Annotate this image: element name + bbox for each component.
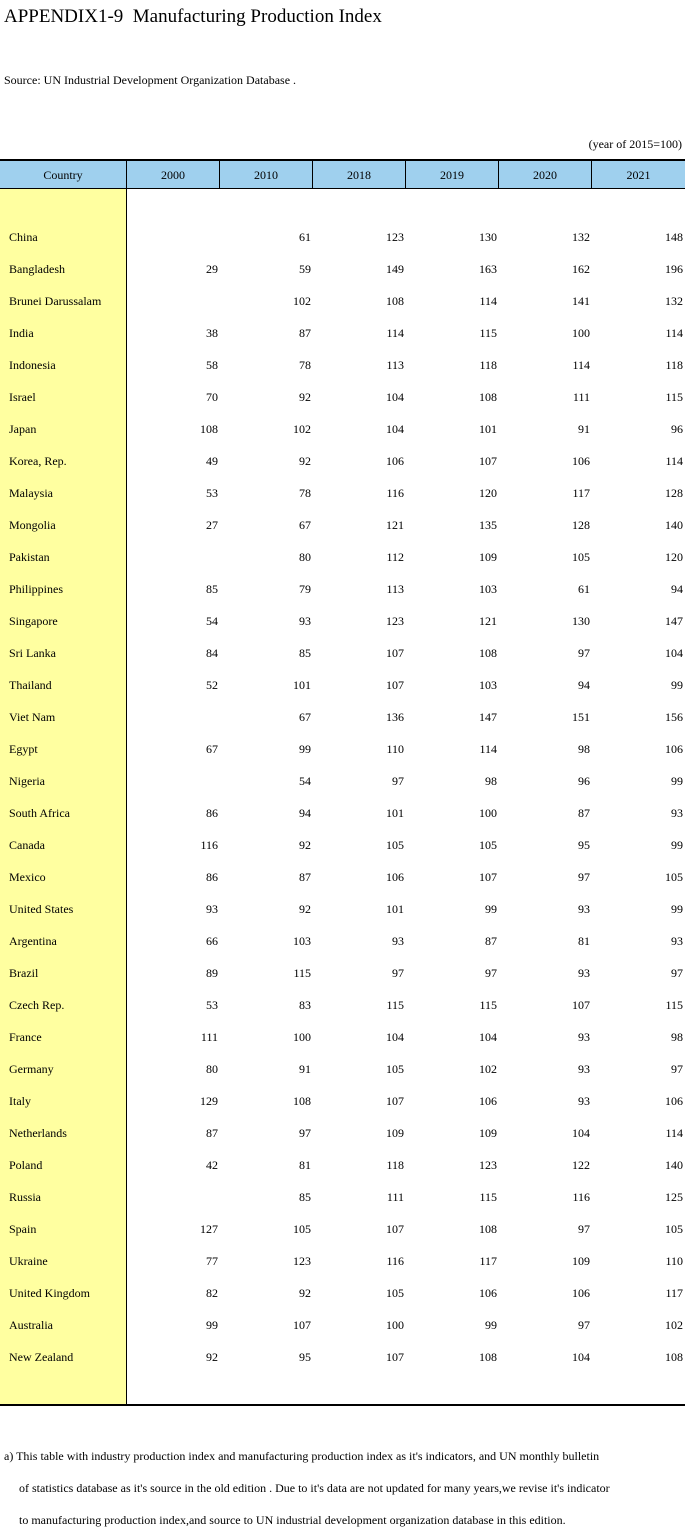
value-cell: 149 — [386, 262, 404, 276]
value-cell: 92 — [299, 390, 311, 404]
country-cell: Sri Lanka — [9, 646, 56, 660]
value-cell: 80 — [206, 1062, 218, 1076]
value-cell: 106 — [479, 1286, 497, 1300]
table-row — [0, 925, 685, 957]
source-note: Source: UN Industrial Development Organization Database . — [4, 73, 297, 87]
value-cell: 140 — [665, 1158, 683, 1172]
value-cell: 29 — [206, 262, 218, 276]
header-2018: 2018 — [313, 161, 406, 189]
value-cell: 104 — [572, 1350, 590, 1364]
value-cell: 108 — [200, 422, 218, 436]
value-cell: 93 — [671, 934, 683, 948]
value-cell: 136 — [386, 710, 404, 724]
value-cell: 114 — [479, 294, 497, 308]
table-row — [0, 1085, 685, 1117]
value-cell: 61 — [578, 582, 590, 596]
header-country: Country — [0, 161, 127, 189]
country-cell: Poland — [9, 1158, 43, 1172]
value-cell: 106 — [386, 454, 404, 468]
table-row — [0, 1181, 685, 1213]
value-cell: 105 — [386, 1286, 404, 1300]
value-cell: 110 — [665, 1254, 683, 1268]
value-cell: 97 — [578, 646, 590, 660]
table-row — [0, 701, 685, 733]
value-cell: 104 — [572, 1126, 590, 1140]
value-cell: 123 — [293, 1254, 311, 1268]
value-cell: 109 — [479, 550, 497, 564]
value-cell: 121 — [386, 518, 404, 532]
table-row — [0, 1149, 685, 1181]
table-row — [0, 765, 685, 797]
value-cell: 99 — [671, 902, 683, 916]
value-cell: 101 — [386, 806, 404, 820]
value-cell: 92 — [299, 454, 311, 468]
value-cell: 125 — [665, 1190, 683, 1204]
value-cell: 100 — [386, 1318, 404, 1332]
country-cell: Brunei Darussalam — [9, 294, 102, 308]
table-row — [0, 221, 685, 253]
value-cell: 108 — [665, 1350, 683, 1364]
value-cell: 106 — [572, 1286, 590, 1300]
table-row — [0, 605, 685, 637]
value-cell: 107 — [386, 1222, 404, 1236]
value-cell: 106 — [665, 742, 683, 756]
value-cell: 109 — [386, 1126, 404, 1140]
value-cell: 114 — [665, 326, 683, 340]
value-cell: 78 — [299, 358, 311, 372]
value-cell: 96 — [671, 422, 683, 436]
table-header — [0, 159, 685, 189]
country-cell: Korea, Rep. — [9, 454, 67, 468]
value-cell: 111 — [200, 1030, 218, 1044]
table-row — [0, 253, 685, 285]
value-cell: 66 — [206, 934, 218, 948]
value-cell: 107 — [386, 646, 404, 660]
value-cell: 104 — [665, 646, 683, 660]
value-cell: 99 — [485, 902, 497, 916]
value-cell: 129 — [200, 1094, 218, 1108]
country-cell: Singapore — [9, 614, 58, 628]
value-cell: 70 — [206, 390, 218, 404]
value-cell: 94 — [299, 806, 311, 820]
value-cell: 99 — [671, 774, 683, 788]
value-cell: 117 — [572, 486, 590, 500]
value-cell: 108 — [293, 1094, 311, 1108]
country-cell: France — [9, 1030, 42, 1044]
table-row — [0, 1213, 685, 1245]
value-cell: 104 — [386, 1030, 404, 1044]
value-cell: 102 — [479, 1062, 497, 1076]
value-cell: 141 — [572, 294, 590, 308]
value-cell: 59 — [299, 262, 311, 276]
value-cell: 93 — [578, 1062, 590, 1076]
value-cell: 93 — [299, 614, 311, 628]
value-cell: 114 — [665, 1126, 683, 1140]
table-row — [0, 381, 685, 413]
value-cell: 98 — [578, 742, 590, 756]
table-row — [0, 1245, 685, 1277]
value-cell: 113 — [386, 582, 404, 596]
table-row — [0, 573, 685, 605]
table-row — [0, 509, 685, 541]
value-cell: 89 — [206, 966, 218, 980]
value-cell: 112 — [386, 550, 404, 564]
table-row — [0, 1341, 685, 1373]
value-cell: 111 — [572, 390, 590, 404]
value-cell: 114 — [572, 358, 590, 372]
table-row — [0, 285, 685, 317]
value-cell: 109 — [572, 1254, 590, 1268]
value-cell: 108 — [386, 294, 404, 308]
value-cell: 97 — [485, 966, 497, 980]
value-cell: 156 — [665, 710, 683, 724]
value-cell: 85 — [299, 1190, 311, 1204]
table-row — [0, 989, 685, 1021]
value-cell: 81 — [299, 1158, 311, 1172]
value-cell: 104 — [479, 1030, 497, 1044]
table-row — [0, 477, 685, 509]
country-cell: New Zealand — [9, 1350, 74, 1364]
value-cell: 67 — [206, 742, 218, 756]
value-cell: 92 — [299, 902, 311, 916]
value-cell: 99 — [671, 678, 683, 692]
value-cell: 105 — [386, 1062, 404, 1076]
value-cell: 97 — [671, 1062, 683, 1076]
value-cell: 85 — [299, 646, 311, 660]
country-cell: Ukraine — [9, 1254, 48, 1268]
country-cell: China — [9, 230, 38, 244]
value-cell: 61 — [299, 230, 311, 244]
value-cell: 123 — [479, 1158, 497, 1172]
table-row — [0, 957, 685, 989]
value-cell: 116 — [386, 1254, 404, 1268]
value-cell: 122 — [572, 1158, 590, 1172]
table-row — [0, 1277, 685, 1309]
value-cell: 93 — [671, 806, 683, 820]
value-cell: 95 — [578, 838, 590, 852]
country-cell: Mongolia — [9, 518, 56, 532]
value-cell: 99 — [299, 742, 311, 756]
value-cell: 103 — [479, 678, 497, 692]
value-cell: 97 — [578, 1318, 590, 1332]
value-cell: 115 — [293, 966, 311, 980]
country-cell: Netherlands — [9, 1126, 67, 1140]
table-row — [0, 669, 685, 701]
value-cell: 98 — [485, 774, 497, 788]
value-cell: 92 — [299, 1286, 311, 1300]
value-cell: 93 — [578, 1030, 590, 1044]
header-2000: 2000 — [127, 161, 220, 189]
country-cell: United States — [9, 902, 74, 916]
value-cell: 100 — [572, 326, 590, 340]
value-cell: 163 — [479, 262, 497, 276]
header-2020: 2020 — [499, 161, 592, 189]
value-cell: 108 — [479, 646, 497, 660]
value-cell: 87 — [485, 934, 497, 948]
value-cell: 100 — [479, 806, 497, 820]
country-cell: Thailand — [9, 678, 52, 692]
value-cell: 114 — [665, 454, 683, 468]
table-row — [0, 861, 685, 893]
value-cell: 104 — [386, 390, 404, 404]
value-cell: 93 — [578, 966, 590, 980]
country-cell: Mexico — [9, 870, 46, 884]
value-cell: 97 — [578, 1222, 590, 1236]
value-cell: 107 — [293, 1318, 311, 1332]
value-cell: 105 — [479, 838, 497, 852]
value-cell: 110 — [386, 742, 404, 756]
country-cell: United Kingdom — [9, 1286, 90, 1300]
value-cell: 115 — [665, 998, 683, 1012]
value-cell: 106 — [479, 1094, 497, 1108]
value-cell: 86 — [206, 870, 218, 884]
country-cell: Viet Nam — [9, 710, 56, 724]
value-cell: 151 — [572, 710, 590, 724]
value-cell: 100 — [293, 1030, 311, 1044]
value-cell: 93 — [578, 1094, 590, 1108]
footnote-line: a) This table with industry production index and manufacturing production index as it's indicators, and UN monthly bulletin — [4, 1449, 600, 1463]
value-cell: 114 — [479, 742, 497, 756]
value-cell: 115 — [665, 390, 683, 404]
value-cell: 78 — [299, 486, 311, 500]
value-cell: 105 — [665, 1222, 683, 1236]
value-cell: 127 — [200, 1222, 218, 1236]
country-cell: Japan — [9, 422, 37, 436]
country-cell: Pakistan — [9, 550, 50, 564]
country-cell: Italy — [9, 1094, 31, 1108]
value-cell: 98 — [671, 1030, 683, 1044]
unit-note: (year of 2015=100) — [588, 137, 682, 151]
table-row — [0, 1021, 685, 1053]
country-cell: Australia — [9, 1318, 53, 1332]
value-cell: 116 — [572, 1190, 590, 1204]
value-cell: 105 — [386, 838, 404, 852]
value-cell: 94 — [578, 678, 590, 692]
value-cell: 49 — [206, 454, 218, 468]
value-cell: 130 — [572, 614, 590, 628]
value-cell: 97 — [299, 1126, 311, 1140]
table-row — [0, 349, 685, 381]
table-row — [0, 1053, 685, 1085]
value-cell: 116 — [200, 838, 218, 852]
value-cell: 105 — [572, 550, 590, 564]
value-cell: 115 — [479, 998, 497, 1012]
value-cell: 97 — [578, 870, 590, 884]
value-cell: 130 — [479, 230, 497, 244]
value-cell: 162 — [572, 262, 590, 276]
value-cell: 116 — [386, 486, 404, 500]
value-cell: 109 — [479, 1126, 497, 1140]
table-row — [0, 413, 685, 445]
table-row — [0, 445, 685, 477]
value-cell: 120 — [665, 550, 683, 564]
table-bottom-rule — [0, 1404, 685, 1406]
header-2010: 2010 — [220, 161, 313, 189]
value-cell: 106 — [386, 870, 404, 884]
value-cell: 105 — [665, 870, 683, 884]
country-cell: Germany — [9, 1062, 54, 1076]
value-cell: 115 — [479, 1190, 497, 1204]
country-cell: Czech Rep. — [9, 998, 65, 1012]
value-cell: 118 — [479, 358, 497, 372]
value-cell: 99 — [206, 1318, 218, 1332]
value-cell: 53 — [206, 998, 218, 1012]
country-cell: Spain — [9, 1222, 37, 1236]
country-cell: Bangladesh — [9, 262, 65, 276]
country-cell: Malaysia — [9, 486, 53, 500]
value-cell: 82 — [206, 1286, 218, 1300]
value-cell: 81 — [578, 934, 590, 948]
value-cell: 117 — [479, 1254, 497, 1268]
value-cell: 83 — [299, 998, 311, 1012]
value-cell: 99 — [671, 838, 683, 852]
value-cell: 101 — [386, 902, 404, 916]
value-cell: 99 — [485, 1318, 497, 1332]
value-cell: 128 — [572, 518, 590, 532]
value-cell: 101 — [293, 678, 311, 692]
value-cell: 67 — [299, 518, 311, 532]
value-cell: 95 — [299, 1350, 311, 1364]
value-cell: 93 — [206, 902, 218, 916]
value-cell: 84 — [206, 646, 218, 660]
value-cell: 147 — [479, 710, 497, 724]
table-row — [0, 797, 685, 829]
value-cell: 147 — [665, 614, 683, 628]
value-cell: 38 — [206, 326, 218, 340]
value-cell: 111 — [386, 1190, 404, 1204]
value-cell: 91 — [578, 422, 590, 436]
value-cell: 85 — [206, 582, 218, 596]
value-cell: 104 — [386, 422, 404, 436]
value-cell: 107 — [386, 678, 404, 692]
value-cell: 102 — [293, 294, 311, 308]
value-cell: 101 — [479, 422, 497, 436]
value-cell: 106 — [665, 1094, 683, 1108]
value-cell: 79 — [299, 582, 311, 596]
value-cell: 54 — [299, 774, 311, 788]
value-cell: 115 — [479, 326, 497, 340]
value-cell: 97 — [392, 774, 404, 788]
value-cell: 96 — [578, 774, 590, 788]
page-title: APPENDIX1-9 Manufacturing Production Index — [4, 6, 382, 27]
country-cell: Israel — [9, 390, 36, 404]
value-cell: 54 — [206, 614, 218, 628]
value-cell: 97 — [671, 966, 683, 980]
value-cell: 123 — [386, 230, 404, 244]
value-cell: 106 — [572, 454, 590, 468]
value-cell: 118 — [665, 358, 683, 372]
value-cell: 108 — [479, 390, 497, 404]
table-row — [0, 1117, 685, 1149]
value-cell: 140 — [665, 518, 683, 532]
value-cell: 92 — [206, 1350, 218, 1364]
value-cell: 27 — [206, 518, 218, 532]
value-cell: 77 — [206, 1254, 218, 1268]
table-row — [0, 1309, 685, 1341]
value-cell: 86 — [206, 806, 218, 820]
value-cell: 91 — [299, 1062, 311, 1076]
value-cell: 107 — [572, 998, 590, 1012]
value-cell: 102 — [665, 1318, 683, 1332]
country-cell: Egypt — [9, 742, 38, 756]
value-cell: 123 — [386, 614, 404, 628]
value-cell: 196 — [665, 262, 683, 276]
value-cell: 118 — [386, 1158, 404, 1172]
value-cell: 97 — [392, 966, 404, 980]
value-cell: 87 — [206, 1126, 218, 1140]
value-cell: 102 — [293, 422, 311, 436]
value-cell: 132 — [572, 230, 590, 244]
value-cell: 87 — [578, 806, 590, 820]
value-cell: 92 — [299, 838, 311, 852]
value-cell: 107 — [386, 1350, 404, 1364]
value-cell: 94 — [671, 582, 683, 596]
value-cell: 121 — [479, 614, 497, 628]
country-cell: India — [9, 326, 34, 340]
table-row — [0, 893, 685, 925]
country-cell: Brazil — [9, 966, 39, 980]
footnote-line: of statistics database as it's source in the old edition . Due to it's data are not updated for many years,we revise it's indicator — [19, 1481, 610, 1495]
value-cell: 132 — [665, 294, 683, 308]
value-cell: 52 — [206, 678, 218, 692]
value-cell: 80 — [299, 550, 311, 564]
footnote-line: to manufacturing production index,and source to UN industrial development organization database in this edition. — [19, 1513, 566, 1527]
value-cell: 108 — [479, 1350, 497, 1364]
value-cell: 93 — [578, 902, 590, 916]
table-row — [0, 541, 685, 573]
header-2019: 2019 — [406, 161, 499, 189]
country-cell: South Africa — [9, 806, 70, 820]
table-row — [0, 733, 685, 765]
value-cell: 42 — [206, 1158, 218, 1172]
value-cell: 120 — [479, 486, 497, 500]
value-cell: 103 — [479, 582, 497, 596]
value-cell: 107 — [479, 870, 497, 884]
value-cell: 105 — [293, 1222, 311, 1236]
value-cell: 58 — [206, 358, 218, 372]
value-cell: 148 — [665, 230, 683, 244]
country-cell: Canada — [9, 838, 45, 852]
table-row — [0, 829, 685, 861]
value-cell: 93 — [392, 934, 404, 948]
value-cell: 108 — [479, 1222, 497, 1236]
value-cell: 107 — [386, 1094, 404, 1108]
table-row — [0, 317, 685, 349]
value-cell: 87 — [299, 326, 311, 340]
table-row — [0, 637, 685, 669]
value-cell: 53 — [206, 486, 218, 500]
value-cell: 114 — [386, 326, 404, 340]
value-cell: 113 — [386, 358, 404, 372]
country-cell: Indonesia — [9, 358, 56, 372]
value-cell: 103 — [293, 934, 311, 948]
country-cell: Nigeria — [9, 774, 45, 788]
value-cell: 107 — [479, 454, 497, 468]
country-cell: Argentina — [9, 934, 57, 948]
value-cell: 117 — [665, 1286, 683, 1300]
country-cell: Philippines — [9, 582, 64, 596]
country-cell: Russia — [9, 1190, 42, 1204]
value-cell: 128 — [665, 486, 683, 500]
value-cell: 67 — [299, 710, 311, 724]
value-cell: 135 — [479, 518, 497, 532]
value-cell: 115 — [386, 998, 404, 1012]
footnotes — [4, 1440, 684, 1536]
value-cell: 87 — [299, 870, 311, 884]
header-2021: 2021 — [626, 168, 651, 182]
